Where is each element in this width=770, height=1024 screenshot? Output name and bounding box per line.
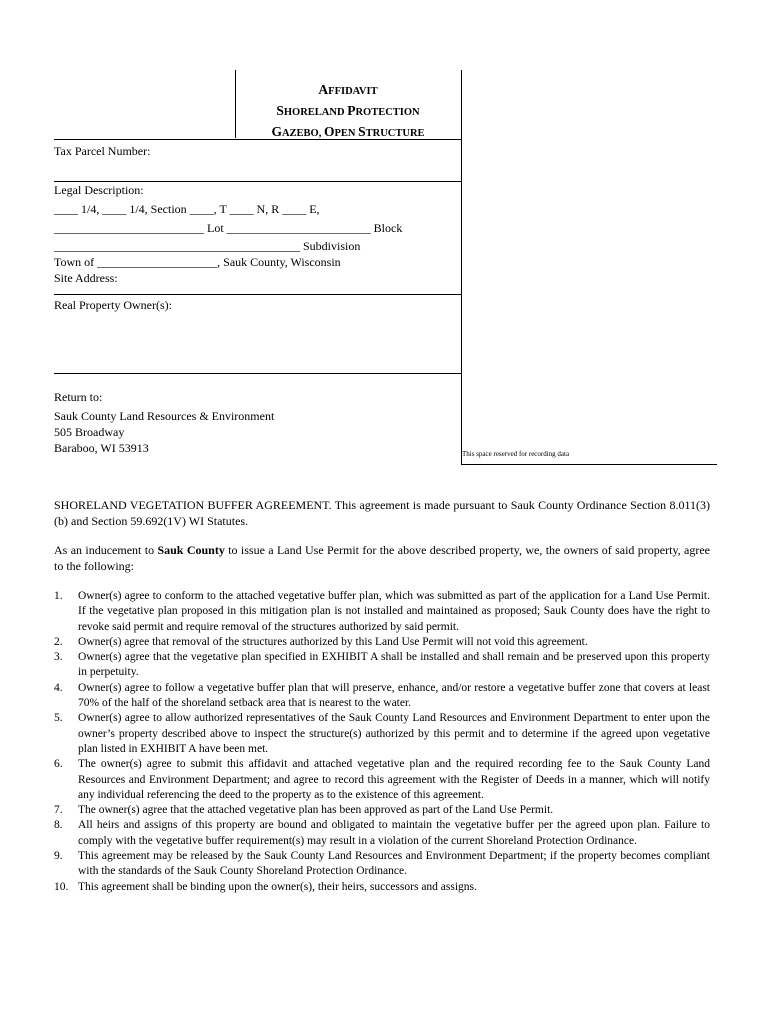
term-number: 2.	[54, 635, 63, 648]
term-text: Owner(s) agree to allow authorized representatives of the Sauk County Land Resources and Environment Department to enter upon the owner’s property described above to inspect the structure(s) authorized by this permit and to determine if the agreed upon vegetative plan listed in EXHIBIT A have been met.	[78, 712, 710, 755]
term-number: 9.	[54, 850, 63, 863]
agreement-term-item	[54, 803, 710, 818]
legal-description-bottom-rule	[54, 294, 462, 295]
term-number: 1.	[54, 590, 63, 602]
tax-parcel-label: Tax Parcel Number:	[54, 144, 151, 158]
recording-space-note: This space reserved for recording data	[462, 450, 570, 458]
agreement-term-item	[54, 650, 710, 681]
inducement-bold-county: Sauk County	[157, 543, 225, 557]
title-gazebo-open-structure: GAZEBO, OPEN STRUCTURE	[271, 124, 425, 139]
agreement-term-item	[54, 711, 710, 757]
return-address-line-2: 505 Broadway	[54, 425, 125, 439]
agreement-term-item	[54, 757, 710, 803]
recording-area-border	[461, 70, 462, 464]
term-number: 10.	[54, 880, 69, 893]
term-text: This agreement may be released by the Sauk County Land Resources and Environment Department; if the property becomes compliant with the standards of the Sauk County Shoreland Protection Ordinance.	[78, 850, 710, 878]
agreement-terms-list	[54, 589, 710, 895]
term-number: 6.	[54, 758, 63, 771]
agreement-term-item	[54, 880, 710, 895]
title-affidavit: AFFIDAVIT	[318, 82, 378, 97]
term-text: This agreement shall be binding upon the owner(s), their heirs, successors and assigns.	[78, 880, 477, 893]
legal-description-line-3: _________________________________________ Subdivision	[54, 239, 361, 253]
term-text: Owner(s) agree that removal of the structures authorized by this Land Use Permit will not void this agreement.	[78, 635, 588, 648]
agreement-term-item	[54, 849, 710, 880]
legal-description-label: Legal Description:	[54, 183, 144, 197]
real-property-owners-label: Real Property Owner(s):	[54, 298, 172, 312]
agreement-term-item	[54, 681, 710, 712]
term-text: Owner(s) agree to follow a vegetative buffer plan that will preserve, enhance, and/or restore a vegetative buffer zone that covers at least 70% of the half of the shoreland setback area that is nearest to the water.	[78, 681, 710, 710]
legal-description-line-2: _________________________ Lot ________________________ Block	[54, 221, 403, 235]
term-number: 8.	[54, 819, 63, 832]
term-number: 3.	[54, 651, 63, 664]
town-line: Town of ____________________, Sauk County, Wisconsin	[54, 255, 341, 269]
term-text: Owner(s) agree to conform to the attached vegetative buffer plan, which was submitted as part of the application for a Land Use Permit. If the vegetative plan proposed in this mitigation plan is not installed and maintained as proposed; Sauk County does have the right to revoke said permit and require removal of the structures authorized by said permit.	[78, 590, 710, 633]
agreement-term-item	[54, 589, 710, 635]
document-title	[236, 80, 460, 143]
term-text: Owner(s) agree that the vegetative plan specified in EXHIBIT A shall be installed and shall remain and be preserved upon this property in perpetuity.	[78, 651, 710, 679]
title-shoreland-protection: SHORELAND PROTECTION	[276, 103, 420, 118]
return-to-label: Return to:	[54, 390, 103, 404]
site-address-label: Site Address:	[54, 271, 118, 285]
term-number: 4.	[54, 681, 63, 694]
agreement-term-item	[54, 818, 710, 849]
recording-area-bottom-rule	[461, 464, 717, 465]
term-number: 7.	[54, 804, 63, 817]
term-text: The owner(s) agree to submit this affidavit and attached vegetative plan and the required recording fee to the Sauk County Land Resources and Environment Department; and agree to record this agreement with the Register of Deeds in a manner, which will notify any individual referencing the deed to the property as to the existence of this agreement.	[78, 758, 710, 801]
term-text: The owner(s) agree that the attached vegetative plan has been approved as part of the Land Use Permit.	[78, 804, 554, 817]
owners-bottom-rule	[54, 373, 462, 374]
return-address-line-1: Sauk County Land Resources & Environment	[54, 409, 275, 423]
return-address-line-3: Baraboo, WI 53913	[54, 441, 149, 455]
agreement-intro: SHORELAND VEGETATION BUFFER AGREEMENT. This agreement is made pursuant to Sauk County Ordinance Section 8.011(3)(b) and Section 59.692(1V) WI Statutes.	[54, 498, 710, 528]
inducement-paragraph: As an inducement to Sauk County to issue a Land Use Permit for the above described property, we, the owners of said property, agree to the following:	[54, 543, 711, 573]
legal-description-line-1: ____ 1/4, ____ 1/4, Section ____, T ____ N, R ____ E,	[54, 202, 320, 216]
agreement-term-item	[54, 635, 710, 650]
term-number: 5.	[54, 712, 63, 725]
term-text: All heirs and assigns of this property are bound and obligated to maintain the vegetative buffer per the agreed upon plan. Failure to comply with the vegetative buffer requirement(s) may result in a violation of the current Shoreland Protection Ordinance.	[78, 819, 710, 847]
